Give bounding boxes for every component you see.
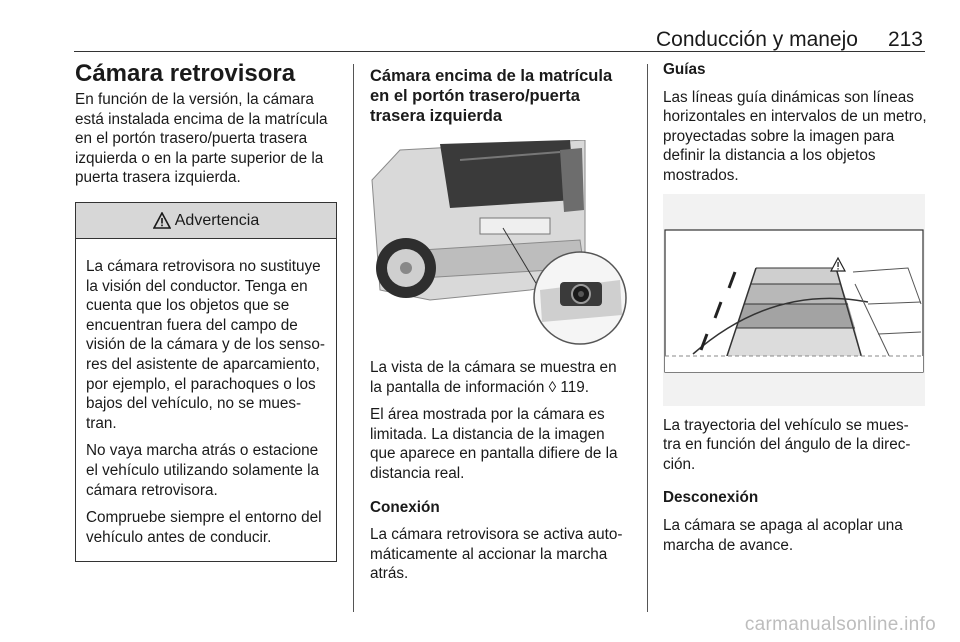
guide-lines-illustration [663,194,925,406]
warning-header [76,203,336,239]
camera-area-paragraph: El área mostrada por la cámara es limitada. La distancia de la imagen que aparece en pantalla difiere de la distancia real. [370,406,618,482]
guias-heading: Guías [663,61,706,78]
desconexion-heading: Desconexión [663,489,759,507]
guias-paragraph: Las líneas guía dinámicas son líneas horizontales en intervalos de un metro, proyectadas sobre la imagen para definir la distancia a los objetos mostrados. [663,88,927,184]
trayectoria-paragraph: La trayectoria del vehículo se mues- tra en función del ángulo de la direc- ción. [663,416,911,473]
page-header [656,28,923,52]
warning-paragraph-1: La cámara retrovisora no sustituye la visión del conductor. Tenga en cuenta que los objetos que se encuentran fuera del campo de visión de la cámara y de los senso- res del asistente de aparcamiento, por ejemplo, el parachoques o los bajos del vehículo, no se mues- tran. [86,257,325,432]
warning-body [76,239,336,561]
intro-paragraph: En función de la versión, la cámara está instalada encima de la matrícula en el portón trasero/puerta trasera izquierda o en la parte superior de la puerta trasera izquierda. [75,91,328,187]
camera-view-paragraph: La vista de la cámara se muestra en la pantalla de información ◊ 119. [370,359,617,396]
camera-location-heading: Cámara encima de la matrícula en el portón trasero/puerta trasera izquierda [370,67,613,125]
warning-paragraph-2: No vaya marcha atrás o estacione el vehículo utilizando solamente la cámara retrovisora. [86,442,319,499]
watermark: carmanualsonline.info [744,614,936,635]
conexion-heading: Conexión [370,498,440,516]
warning-triangle-icon [153,212,171,229]
column-1 [75,60,337,562]
rear-camera-location-illustration [370,140,628,346]
warning-box [75,202,337,562]
conexion-paragraph: La cámara retrovisora se activa auto- máticamente al accionar la marcha atrás. [370,526,623,583]
column-2 [370,60,632,592]
page-title: Cámara retrovisora [75,60,296,87]
header-rule [74,51,925,52]
desconexion-paragraph: La cámara se apaga al acoplar una marcha de avance. [663,516,903,554]
column-divider-1 [353,64,354,612]
column-3 [663,60,928,563]
column-divider-2 [647,64,648,612]
section-title: Conducción y manejo [656,28,858,51]
warning-title: Advertencia [174,211,260,229]
page-number: 213 [887,28,923,51]
warning-paragraph-3: Compruebe siempre el entorno del vehículo antes de conducir. [86,509,322,546]
